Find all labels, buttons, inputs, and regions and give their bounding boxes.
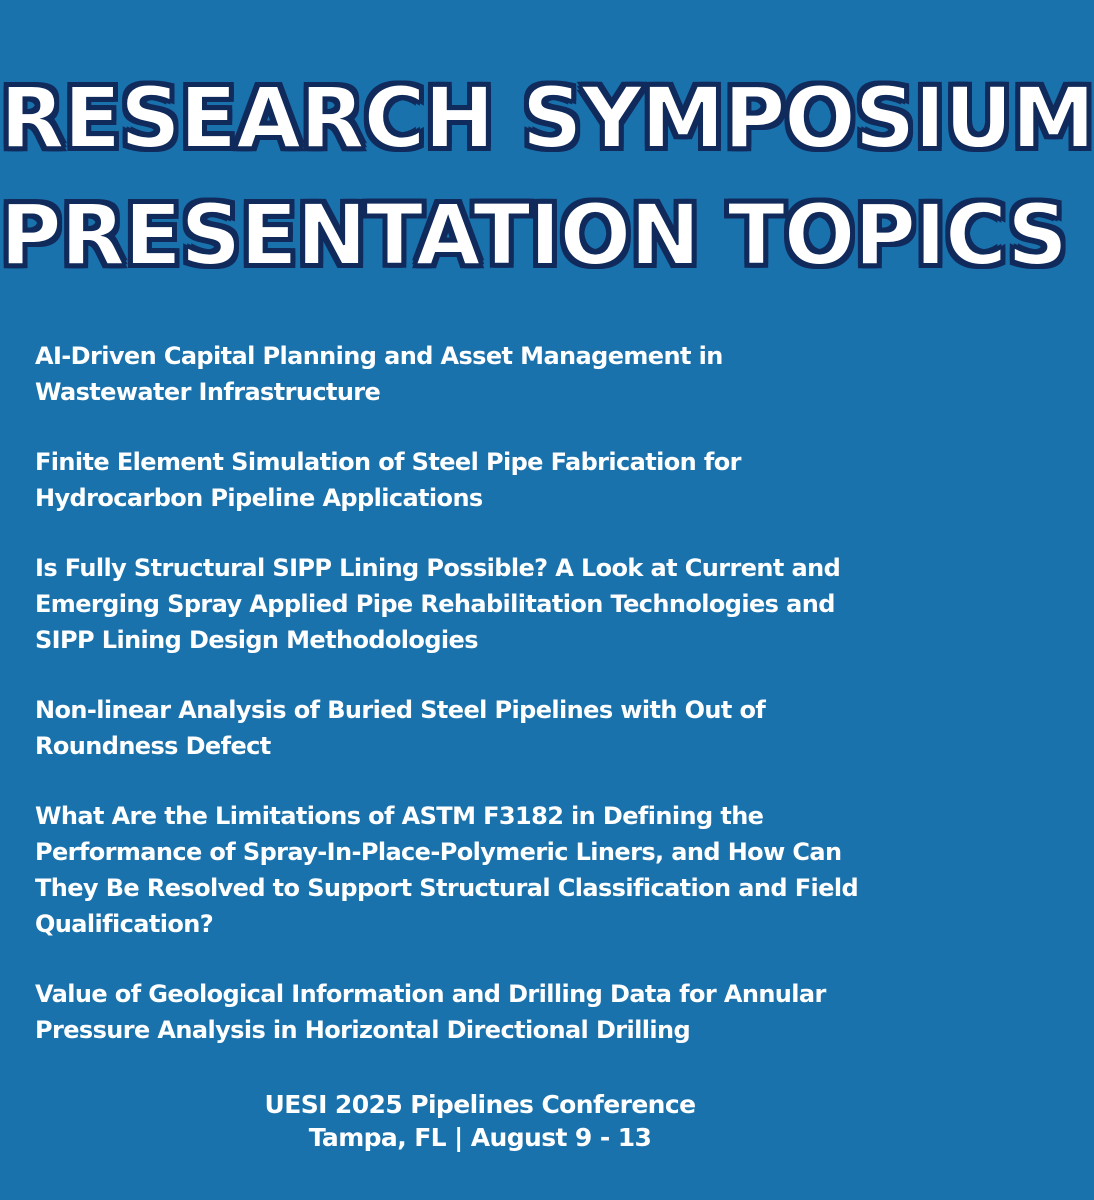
- topic-list: [35, 338, 935, 1082]
- topic-item: [35, 692, 935, 764]
- topic-item: [35, 798, 935, 942]
- topic-line: They Be Resolved to Support Structural Classification and Field: [35, 874, 859, 902]
- topic-line: Qualification?: [35, 910, 214, 938]
- conference-name: UESI 2025 Pipelines Conference: [264, 1090, 696, 1119]
- topic-line: Roundness Defect: [35, 732, 271, 760]
- topic-line: Is Fully Structural SIPP Lining Possible? A Look at Current and: [35, 554, 841, 582]
- topic-line: Wastewater Infrastructure: [35, 378, 381, 406]
- topic-line: Hydrocarbon Pipeline Applications: [35, 484, 483, 512]
- topic-line: SIPP Lining Design Methodologies: [35, 626, 478, 654]
- topic-line: Finite Element Simulation of Steel Pipe Fabrication for: [35, 448, 741, 476]
- topic-line: Non-linear Analysis of Buried Steel Pipelines with Out of: [35, 696, 766, 724]
- title-line-1: RESEARCH SYMPOSIUM: [0, 69, 1094, 167]
- topic-line: Performance of Spray-In-Place-Polymeric Liners, and How Can: [35, 838, 842, 866]
- topic-item: [35, 550, 935, 658]
- topic-line: Value of Geological Information and Drilling Data for Annular: [35, 980, 826, 1008]
- topic-line: Emerging Spray Applied Pipe Rehabilitation Technologies and: [35, 590, 835, 618]
- topic-line: What Are the Limitations of ASTM F3182 in Defining the: [35, 802, 764, 830]
- topic-line: Pressure Analysis in Horizontal Directional Drilling: [35, 1016, 691, 1044]
- topic-item: [35, 338, 935, 410]
- title-line-2: PRESENTATION TOPICS: [0, 186, 1067, 284]
- topic-item: [35, 444, 935, 516]
- conference-info: [0, 1088, 960, 1154]
- topic-line: AI-Driven Capital Planning and Asset Management in: [35, 342, 723, 370]
- conference-location-date: Tampa, FL | August 9 - 13: [308, 1123, 652, 1152]
- topic-item: [35, 976, 935, 1048]
